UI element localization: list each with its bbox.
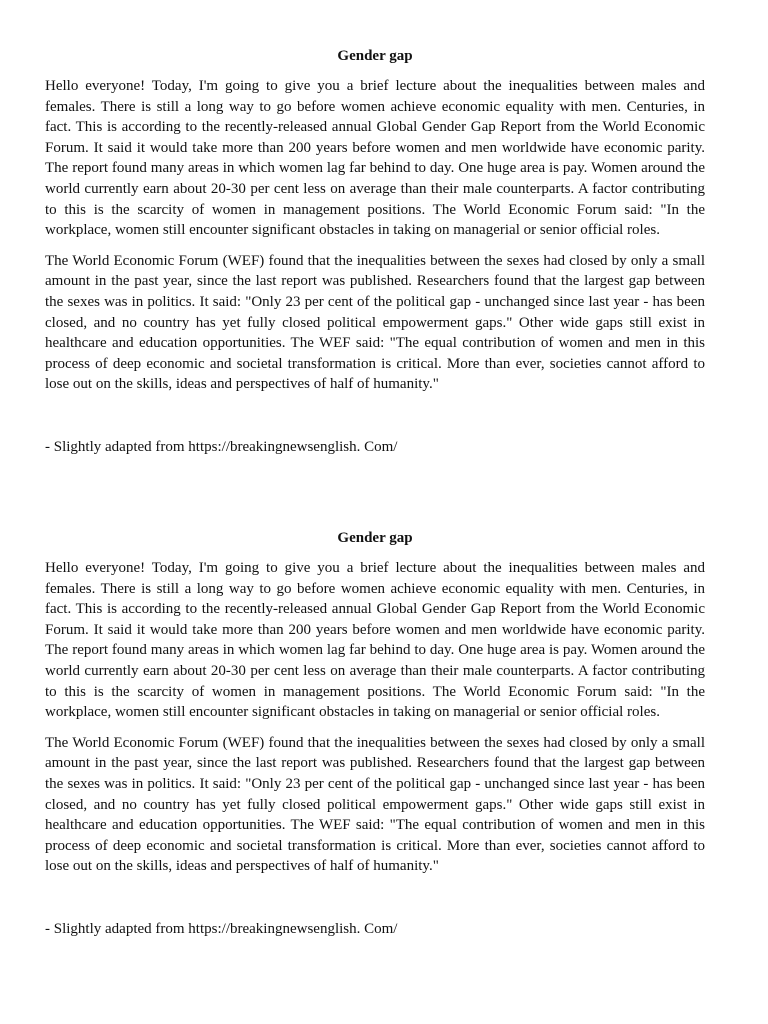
article-1 bbox=[45, 46, 705, 457]
article-2 bbox=[45, 528, 705, 939]
source-attribution: - Slightly adapted from https://breakingnewsenglish. Com/ bbox=[45, 438, 398, 455]
article-paragraph-1: Hello everyone! Today, I'm going to give you a brief lecture about the inequalities between males and females. There is still a long way to go before women achieve economic equality with men. Centuries, in fact. This is according to the recently-released annual Global Gender Gap Report from the World Economic Forum. It said it would take more than 200 years before women and men worldwide have economic parity. The report found many areas in which women lag far behind to day. One huge area is pay. Women around the world currently earn about 20-30 per cent less on average than their male counterparts. A factor contributing to this is the scarcity of women in management positions. The World Economic Forum said: "In the workplace, women still encounter significant obstacles in taking on managerial or senior official roles. bbox=[45, 78, 705, 239]
article-title: Gender gap bbox=[337, 530, 413, 546]
article-title: Gender gap bbox=[337, 48, 413, 64]
article-paragraph-2: The World Economic Forum (WEF) found that the inequalities between the sexes had closed by only a small amount in the past year, since the last report was published. Researchers found that the largest gap between the sexes was in politics. It said: "Only 23 per cent of the political gap - unchanged since last year - has been closed, and no country has yet fully closed political empowerment gaps." Other wide gaps still exist in healthcare and education opportunities. The WEF said: "The equal contribution of women and men in this process of deep economic and societal transformation is critical. More than ever, societies cannot afford to lose out on the skills, ideas and perspectives of half of humanity." bbox=[45, 734, 705, 875]
article-paragraph-2: The World Economic Forum (WEF) found that the inequalities between the sexes had closed by only a small amount in the past year, since the last report was published. Researchers found that the largest gap between the sexes was in politics. It said: "Only 23 per cent of the political gap - unchanged since last year - has been closed, and no country has yet fully closed political empowerment gaps." Other wide gaps still exist in healthcare and education opportunities. The WEF said: "The equal contribution of women and men in this process of deep economic and societal transformation is critical. More than ever, societies cannot afford to lose out on the skills, ideas and perspectives of half of humanity." bbox=[45, 252, 705, 393]
source-attribution: - Slightly adapted from https://breakingnewsenglish. Com/ bbox=[45, 920, 398, 937]
article-paragraph-1: Hello everyone! Today, I'm going to give you a brief lecture about the inequalities between males and females. There is still a long way to go before women achieve economic equality with men. Centuries, in fact. This is according to the recently-released annual Global Gender Gap Report from the World Economic Forum. It said it would take more than 200 years before women and men worldwide have economic parity. The report found many areas in which women lag far behind to day. One huge area is pay. Women around the world currently earn about 20-30 per cent less on average than their male counterparts. A factor contributing to this is the scarcity of women in management positions. The World Economic Forum said: "In the workplace, women still encounter significant obstacles in taking on managerial or senior official roles. bbox=[45, 560, 705, 721]
